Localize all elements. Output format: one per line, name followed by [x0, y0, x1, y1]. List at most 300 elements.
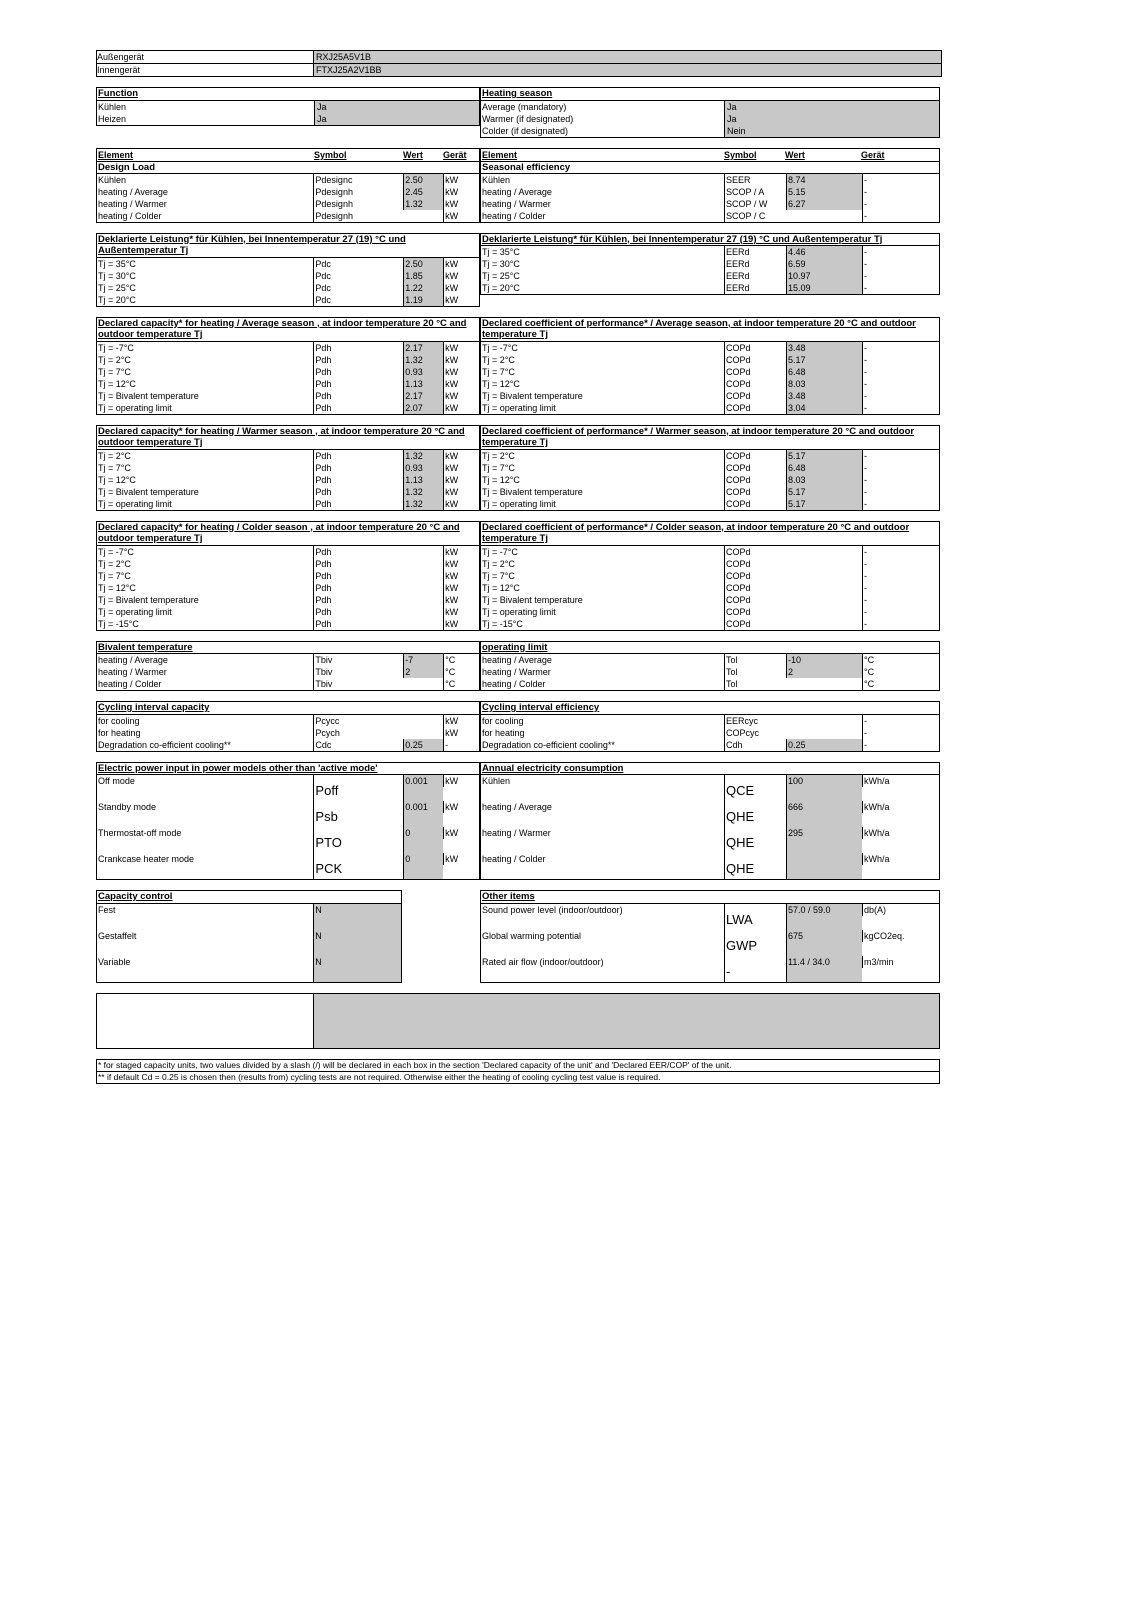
table-row — [97, 402, 479, 414]
table-row — [97, 666, 479, 678]
row-unit: kWh/a — [862, 801, 938, 813]
column-header: Gerät — [443, 149, 467, 160]
table-row — [97, 801, 479, 827]
row-value: 2.45 — [403, 186, 443, 198]
row-label: Tj = 12°C — [482, 582, 520, 593]
row-unit: kW — [443, 174, 479, 186]
row-unit: kW — [443, 715, 479, 727]
colder-cop-section — [480, 521, 940, 631]
header-row — [481, 149, 939, 162]
row-symbol: Pdh — [313, 390, 403, 402]
row-label: Tj = -7°C — [482, 546, 518, 557]
row-unit: - — [862, 366, 938, 378]
cycling-capacity-section — [96, 701, 480, 752]
section-title: Capacity control — [97, 891, 401, 904]
unit-label: Innengerät — [97, 64, 314, 76]
row-unit: - — [862, 715, 938, 727]
row-label: Kühlen — [482, 174, 511, 185]
unit-model-box — [96, 50, 942, 77]
row-symbol: Pdh — [313, 486, 403, 498]
heating-season-section — [480, 87, 940, 138]
row-unit: kW — [443, 594, 479, 606]
row-symbol: Pdh — [313, 546, 403, 558]
table-row — [481, 366, 939, 378]
row-unit: kW — [443, 294, 479, 306]
row-symbol: Pdh — [313, 462, 403, 474]
row-unit: kW — [443, 270, 479, 282]
row-value — [786, 853, 862, 879]
row-symbol: Pdh — [313, 342, 403, 354]
row-label: Rated air flow (indoor/outdoor) — [482, 956, 604, 967]
row-label: Warmer (if designated) — [482, 113, 574, 124]
row-unit: - — [862, 354, 938, 366]
row-unit: kW — [443, 462, 479, 474]
row-value: 15.09 — [786, 282, 862, 294]
row-symbol: Pdesignc — [313, 174, 403, 186]
row-value: N — [313, 956, 401, 982]
row-label: Tj = -7°C — [98, 342, 134, 353]
section-title: Declared capacity* for heating / Colder season , at indoor temperature 20 °C and outdoor temperature Tj — [97, 522, 479, 546]
table-row — [481, 930, 939, 956]
row-symbol: COPd — [724, 462, 786, 474]
row-value: 4.46 — [786, 246, 862, 258]
section-title: Deklarierte Leistung* für Kühlen, bei Innentemperatur 27 (19) °C und Außentemperatur Tj — [97, 234, 479, 258]
table-row — [481, 474, 939, 486]
row-label: for cooling — [482, 715, 524, 726]
row-unit: °C — [862, 666, 938, 678]
row-symbol: Pdc — [313, 270, 403, 282]
row-symbol: Pdh — [313, 558, 403, 570]
row-label: Tj = 25°C — [482, 271, 520, 281]
row-symbol: Tol — [724, 654, 786, 666]
row-symbol: SCOP / C — [724, 210, 786, 222]
row-label: Standby mode — [98, 802, 157, 812]
row-label: Kühlen — [482, 776, 511, 786]
row-unit: kW — [443, 570, 479, 582]
row-label: Tj = 12°C — [482, 474, 520, 485]
row-label: heating / Warmer — [98, 667, 167, 677]
row-unit: kWh/a — [862, 827, 938, 839]
row-symbol: Tbiv — [313, 666, 403, 678]
table-row — [481, 186, 939, 198]
row-value: 2.17 — [403, 390, 443, 402]
row-unit: - — [862, 186, 938, 198]
table-row — [481, 498, 939, 510]
row-value: 1.13 — [403, 378, 443, 390]
row-label: Tj = operating limit — [482, 498, 556, 509]
table-row — [481, 606, 939, 618]
row-value: N — [313, 930, 401, 956]
table-row — [481, 258, 939, 270]
row-value: 0.25 — [403, 739, 443, 751]
section-title: Cycling interval efficiency — [481, 702, 939, 715]
table-row — [97, 378, 479, 390]
row-value: 1.32 — [403, 198, 443, 210]
row-symbol: COPcyc — [724, 727, 786, 739]
row-label: Tj = 2°C — [98, 558, 131, 569]
row-label: Tj = 35°C — [482, 247, 520, 257]
row-value: 0.001 — [403, 801, 443, 827]
row-label: Kühlen — [98, 101, 127, 112]
row-value: 11.4 / 34.0 — [786, 956, 862, 982]
row-value: 0 — [403, 827, 443, 853]
row-label: Degradation co-efficient cooling** — [98, 739, 231, 750]
table-row — [481, 654, 939, 666]
row-symbol: QHE — [724, 827, 786, 853]
section-title: Deklarierte Leistung* für Kühlen, bei Innentemperatur 27 (19) °C und Außentemperatur Tj — [481, 234, 939, 247]
row-symbol: Pdh — [313, 594, 403, 606]
row-symbol: LWA — [724, 904, 786, 930]
table-row — [481, 775, 939, 801]
row-unit: - — [862, 246, 938, 258]
row-unit: kW — [443, 474, 479, 486]
table-row — [481, 727, 939, 739]
row-symbol: COPd — [724, 570, 786, 582]
table-row — [481, 198, 939, 210]
row-value: 57.0 / 59.0 — [786, 904, 862, 930]
table-row — [481, 378, 939, 390]
row-symbol: COPd — [724, 366, 786, 378]
average-capacity-section — [96, 317, 480, 415]
table-row — [97, 853, 479, 879]
row-unit: - — [862, 282, 938, 294]
row-unit: kW — [443, 827, 479, 839]
row-unit: kW — [443, 198, 479, 210]
row-value: 0.25 — [786, 739, 862, 751]
row-value: 2.17 — [403, 342, 443, 354]
row-symbol: Pcych — [313, 727, 403, 739]
row-unit: - — [862, 558, 938, 570]
row-symbol: EERd — [724, 246, 786, 258]
table-row — [97, 366, 479, 378]
table-row — [481, 827, 939, 853]
row-unit: - — [862, 594, 938, 606]
table-row — [481, 739, 939, 751]
column-header: Symbol — [724, 149, 757, 160]
row-unit: - — [862, 739, 938, 751]
row-value: 1.85 — [403, 270, 443, 282]
table-row — [481, 678, 939, 690]
row-unit: °C — [443, 666, 479, 678]
row-label: Gestaffelt — [98, 930, 137, 941]
row-symbol: COPd — [724, 618, 786, 630]
table-row — [97, 827, 479, 853]
table-row — [97, 210, 479, 222]
row-label: Tj = -15°C — [482, 618, 523, 629]
row-label: heating / Average — [98, 186, 168, 197]
row-value: 1.32 — [403, 498, 443, 510]
row-unit: - — [862, 402, 938, 414]
row-symbol: PCK — [313, 853, 403, 879]
row-symbol: EERd — [724, 270, 786, 282]
row-unit: kW — [443, 606, 479, 618]
table-row — [481, 101, 939, 113]
table-row — [97, 678, 479, 690]
row-label: Tj = 7°C — [98, 570, 131, 581]
section-title: Declared capacity* for heating / Warmer season , at indoor temperature 20 °C and outdoor temperature Tj — [97, 426, 479, 450]
row-symbol: COPd — [724, 546, 786, 558]
section-title: operating limit — [481, 642, 939, 655]
row-unit: kW — [443, 727, 479, 739]
row-label: Tj = 2°C — [482, 558, 515, 569]
row-label: Tj = 20°C — [482, 283, 520, 293]
row-symbol: Tol — [724, 666, 786, 678]
table-row — [481, 558, 939, 570]
row-value: Nein — [724, 125, 939, 137]
row-label: Tj = 2°C — [482, 354, 515, 365]
row-symbol: Pdh — [313, 366, 403, 378]
row-value: 100 — [786, 775, 862, 801]
row-symbol: Tbiv — [313, 654, 403, 666]
contact-section — [96, 993, 940, 1049]
row-symbol: COPd — [724, 606, 786, 618]
row-symbol: QCE — [724, 775, 786, 801]
table-row — [481, 956, 939, 982]
row-label: Off mode — [98, 776, 135, 786]
row-unit: °C — [862, 654, 938, 666]
row-unit: - — [862, 486, 938, 498]
row-value: 3.48 — [786, 342, 862, 354]
row-label: Tj = Bivalent temperature — [482, 594, 583, 605]
row-symbol: Pdh — [313, 474, 403, 486]
row-value: -7 — [403, 654, 443, 666]
section-title: Annual electricity consumption — [481, 763, 939, 776]
row-symbol: Pdc — [313, 294, 403, 306]
row-value: 2.50 — [403, 174, 443, 186]
table-row — [97, 270, 479, 282]
row-unit: - — [862, 450, 938, 462]
row-label: Tj = 2°C — [98, 450, 131, 461]
row-value: 675 — [786, 930, 862, 956]
row-value: 5.17 — [786, 498, 862, 510]
row-unit: kW — [443, 546, 479, 558]
row-symbol: Psb — [313, 801, 403, 827]
row-unit: - — [862, 727, 938, 739]
table-row — [97, 174, 479, 186]
row-unit: kW — [443, 450, 479, 462]
row-value: 6.27 — [786, 198, 862, 210]
row-value: 1.13 — [403, 474, 443, 486]
row-symbol: Pdh — [313, 498, 403, 510]
row-symbol: EERcyc — [724, 715, 786, 727]
row-unit: kW — [443, 498, 479, 510]
table-row — [97, 727, 479, 739]
row-unit: kW — [443, 618, 479, 630]
table-row — [97, 618, 479, 630]
row-label: Kühlen — [98, 174, 127, 185]
table-row — [97, 474, 479, 486]
table-row — [97, 715, 479, 727]
row-symbol: EERd — [724, 258, 786, 270]
row-unit: kW — [443, 558, 479, 570]
column-header: Gerät — [861, 149, 885, 160]
row-unit: kW — [443, 282, 479, 294]
contact-value — [313, 994, 939, 1048]
design-row — [96, 148, 940, 223]
row-label: Thermostat-off mode — [98, 828, 182, 838]
row-value: 8.03 — [786, 474, 862, 486]
row-label: heating / Average — [98, 655, 168, 665]
table-row — [481, 174, 939, 186]
row-symbol: Pdh — [313, 450, 403, 462]
row-symbol: COPd — [724, 450, 786, 462]
row-unit: - — [862, 174, 938, 186]
row-label: Tj = -7°C — [98, 546, 134, 557]
section-title: Declared coefficient of performance* / Colder season, at indoor temperature 20 °C and outdoor temperature Tj — [481, 522, 939, 546]
row-unit: kW — [443, 366, 479, 378]
row-symbol: Pdh — [313, 582, 403, 594]
row-symbol: - — [724, 956, 786, 982]
row-unit: - — [862, 498, 938, 510]
row-value: 1.22 — [403, 282, 443, 294]
row-symbol: Pdesignh — [313, 198, 403, 210]
row-unit: kW — [443, 582, 479, 594]
row-value: 1.32 — [403, 354, 443, 366]
table-row — [97, 294, 479, 306]
section-title: Design Load — [97, 162, 479, 174]
table-row — [97, 101, 479, 113]
row-unit: - — [862, 270, 938, 282]
table-row — [97, 606, 479, 618]
row-value: 2 — [403, 666, 443, 678]
table-row — [481, 450, 939, 462]
row-value: 3.48 — [786, 390, 862, 402]
column-header: Element — [98, 149, 134, 160]
row-label: heating / Colder — [482, 854, 546, 864]
row-label: Tj = 12°C — [98, 474, 136, 485]
table-row — [481, 342, 939, 354]
row-unit: kW — [443, 402, 479, 414]
column-header: Wert — [785, 149, 805, 160]
row-value: 0.93 — [403, 366, 443, 378]
row-value: -10 — [786, 654, 862, 666]
table-row — [97, 282, 479, 294]
row-symbol: Pdesignh — [313, 186, 403, 198]
row-label: heating / Average — [482, 655, 552, 665]
table-row — [481, 904, 939, 930]
row-symbol: SCOP / W — [724, 198, 786, 210]
table-row — [481, 666, 939, 678]
contact-label — [97, 994, 313, 1048]
row-value: 10.97 — [786, 270, 862, 282]
row-label: heating / Colder — [98, 210, 162, 221]
section-title: Declared coefficient of performance* / Warmer season, at indoor temperature 20 °C and outdoor temperature Tj — [481, 426, 939, 450]
row-label: Tj = Bivalent temperature — [98, 594, 199, 605]
row-unit: kW — [443, 801, 479, 813]
section-title: Heating season — [481, 88, 939, 101]
row-label: Tj = 7°C — [98, 462, 131, 473]
row-value: 5.17 — [786, 450, 862, 462]
row-value: 5.17 — [786, 354, 862, 366]
section-title: Declared coefficient of performance* / Average season, at indoor temperature 20 °C and outdoor temperature Tj — [481, 318, 939, 342]
row-value: 5.15 — [786, 186, 862, 198]
row-label: Colder (if designated) — [482, 125, 569, 136]
table-row — [97, 186, 479, 198]
table-row — [97, 354, 479, 366]
row-unit: kgCO2eq. — [862, 930, 938, 942]
table-row — [481, 618, 939, 630]
row-label: Fest — [98, 904, 116, 915]
table-row — [97, 258, 479, 270]
section-title: Other items — [481, 891, 939, 904]
row-value: 3.04 — [786, 402, 862, 414]
row-symbol: COPd — [724, 402, 786, 414]
table-row — [481, 594, 939, 606]
row-symbol: Cdc — [313, 739, 403, 751]
row-symbol: COPd — [724, 558, 786, 570]
row-label: heating / Colder — [482, 210, 546, 221]
column-header: Wert — [403, 149, 423, 160]
footnote: * for staged capacity units, two values divided by a slash (/) will be declared in each box in the section 'Declared capacity of the unit' and 'Declared EER/COP' of the unit. — [97, 1060, 939, 1072]
row-label: Tj = operating limit — [98, 498, 172, 509]
row-value: 0.93 — [403, 462, 443, 474]
row-label: Variable — [98, 956, 131, 967]
row-symbol: QHE — [724, 801, 786, 827]
row-unit: °C — [862, 678, 938, 690]
row-label: Tj = operating limit — [98, 606, 172, 617]
table-row — [481, 801, 939, 827]
operating-limit-section — [480, 641, 940, 692]
row-label: Tj = 30°C — [98, 270, 136, 281]
row-label: Sound power level (indoor/outdoor) — [482, 904, 623, 915]
row-unit: kWh/a — [862, 775, 938, 787]
row-symbol: Pdh — [313, 402, 403, 414]
row-value: 1.32 — [403, 450, 443, 462]
row-symbol: COPd — [724, 582, 786, 594]
table-row — [97, 739, 479, 751]
table-row — [97, 390, 479, 402]
table-row — [97, 113, 479, 125]
footnotes — [96, 1059, 940, 1084]
row-symbol: Pdh — [313, 354, 403, 366]
row-unit: - — [862, 462, 938, 474]
cycling-efficiency-section — [480, 701, 940, 752]
function-row — [96, 87, 940, 138]
row-label: Tj = 12°C — [98, 582, 136, 593]
row-value: 5.17 — [786, 486, 862, 498]
row-symbol: Tol — [724, 678, 786, 690]
row-value: 1.19 — [403, 294, 443, 306]
row-unit: kW — [443, 258, 479, 270]
row-symbol: Tbiv — [313, 678, 403, 690]
datasheet-page — [96, 50, 940, 1084]
annual-consumption-section — [480, 762, 940, 881]
colder-capacity-section — [96, 521, 480, 631]
other-items-section — [480, 890, 940, 983]
row-value: Ja — [314, 113, 479, 125]
column-header: Symbol — [314, 149, 347, 160]
unit-value: FTXJ25A2V1BB — [314, 64, 941, 76]
row-label: heating / Average — [482, 802, 552, 812]
section-title: Declared capacity* for heating / Average season , at indoor temperature 20 °C and outdoor temperature Tj — [97, 318, 479, 342]
row-symbol: COPd — [724, 342, 786, 354]
row-unit: kW — [443, 378, 479, 390]
row-label: Average (mandatory) — [482, 101, 567, 112]
warmer-capacity-section — [96, 425, 480, 511]
row-unit: - — [443, 739, 479, 751]
table-row — [97, 486, 479, 498]
row-unit: - — [862, 582, 938, 594]
row-label: Tj = Bivalent temperature — [98, 390, 199, 401]
row-symbol: SCOP / A — [724, 186, 786, 198]
row-label: Tj = 20°C — [98, 294, 136, 305]
table-row — [97, 904, 401, 930]
row-value: N — [313, 904, 401, 930]
row-label: Tj = -7°C — [482, 342, 518, 353]
row-value: 6.48 — [786, 462, 862, 474]
table-row — [97, 956, 401, 982]
row-unit: - — [862, 618, 938, 630]
